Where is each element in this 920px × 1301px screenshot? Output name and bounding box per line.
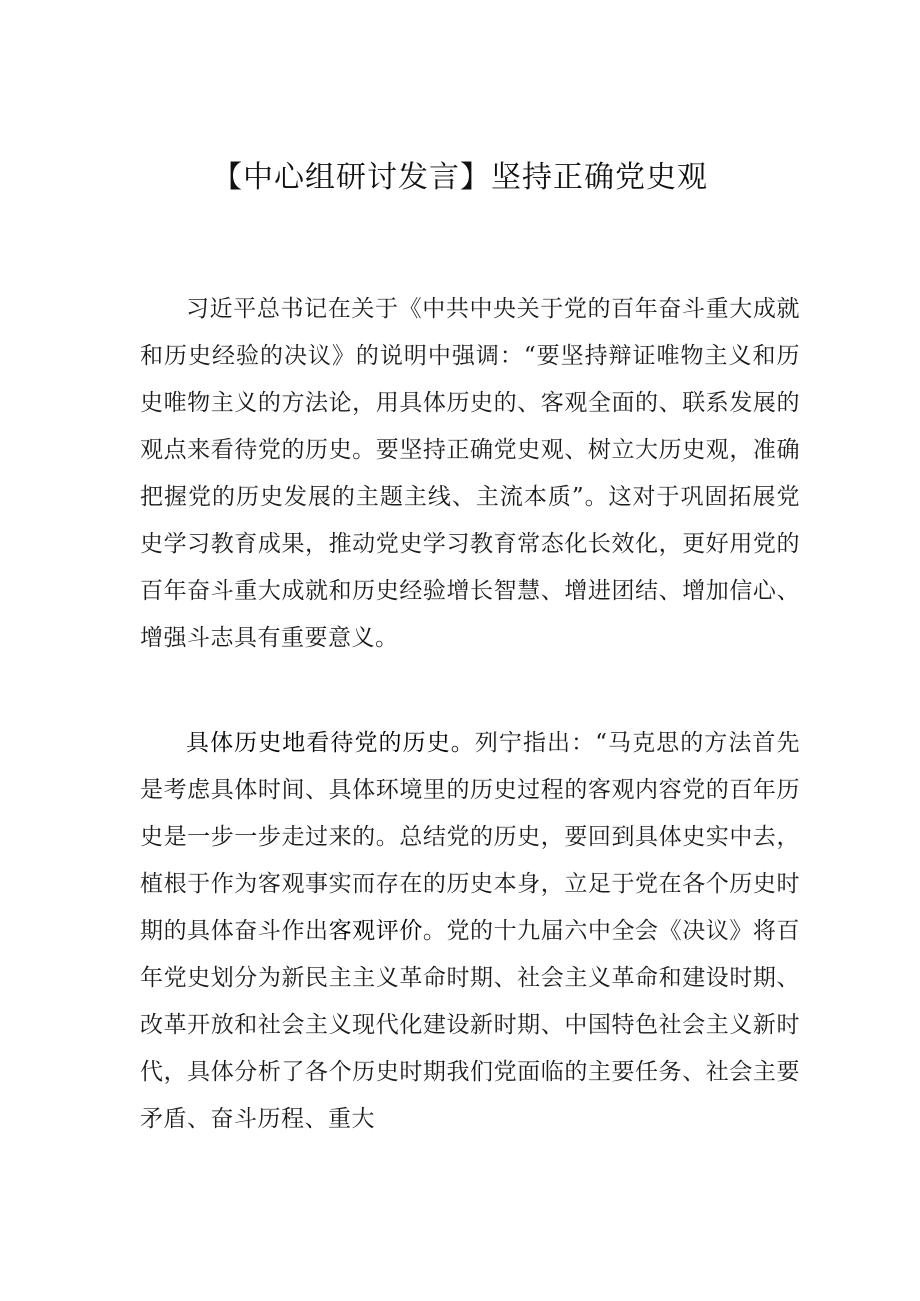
paragraph-emphasis: 客观评价 bbox=[328, 918, 423, 944]
paragraph-concrete-history bbox=[140, 720, 800, 1143]
document-title: 【中心组研讨发言】坚持正确党史观 bbox=[212, 160, 708, 195]
paragraph-text-part-b: 。党的十九届六中全会《决议》将百年党史划分为新民主主义革命时期、社会主义革命和建设时期、改革开放和社会主义现代化建设新时期、中国特色社会主义新时代，具体分析了各个历史时期我们党面临的主要任务、社会主要矛盾、奋斗历程、重大 bbox=[140, 918, 801, 1132]
paragraph-text-part-a: 列宁指出：“马克思的方法首先是考虑具体时间、具体环境里的历史过程的客观内容党的百年历史是一步一步走过来的。总结党的历史，要回到具体史实中去，植根于作为客观事实而存在的历史本身，立足于党在各个历史时期的具体奋斗作出 bbox=[140, 730, 801, 944]
paragraph-lead-heading: 具体历史地看待党的历史。 bbox=[186, 730, 475, 756]
paragraph-intro: 习近平总书记在关于《中共中央关于党的百年奋斗重大成就和历史经验的决议》的说明中强调：“要坚持辩证唯物主义和历史唯物主义的方法论，用具体历史的、客观全面的、联系发展的观点来看待党的历史。要坚持正确党史观、树立大历史观，准确把握党的历史发展的主题主线、主流本质”。这对于巩固拓展党史学习教育成果，推动党史学习教育常态化长效化，更好用党的百年奋斗重大成就和历史经验增长智慧、增进团结、增加信心、增强斗志具有重要意义。 bbox=[140, 296, 800, 651]
